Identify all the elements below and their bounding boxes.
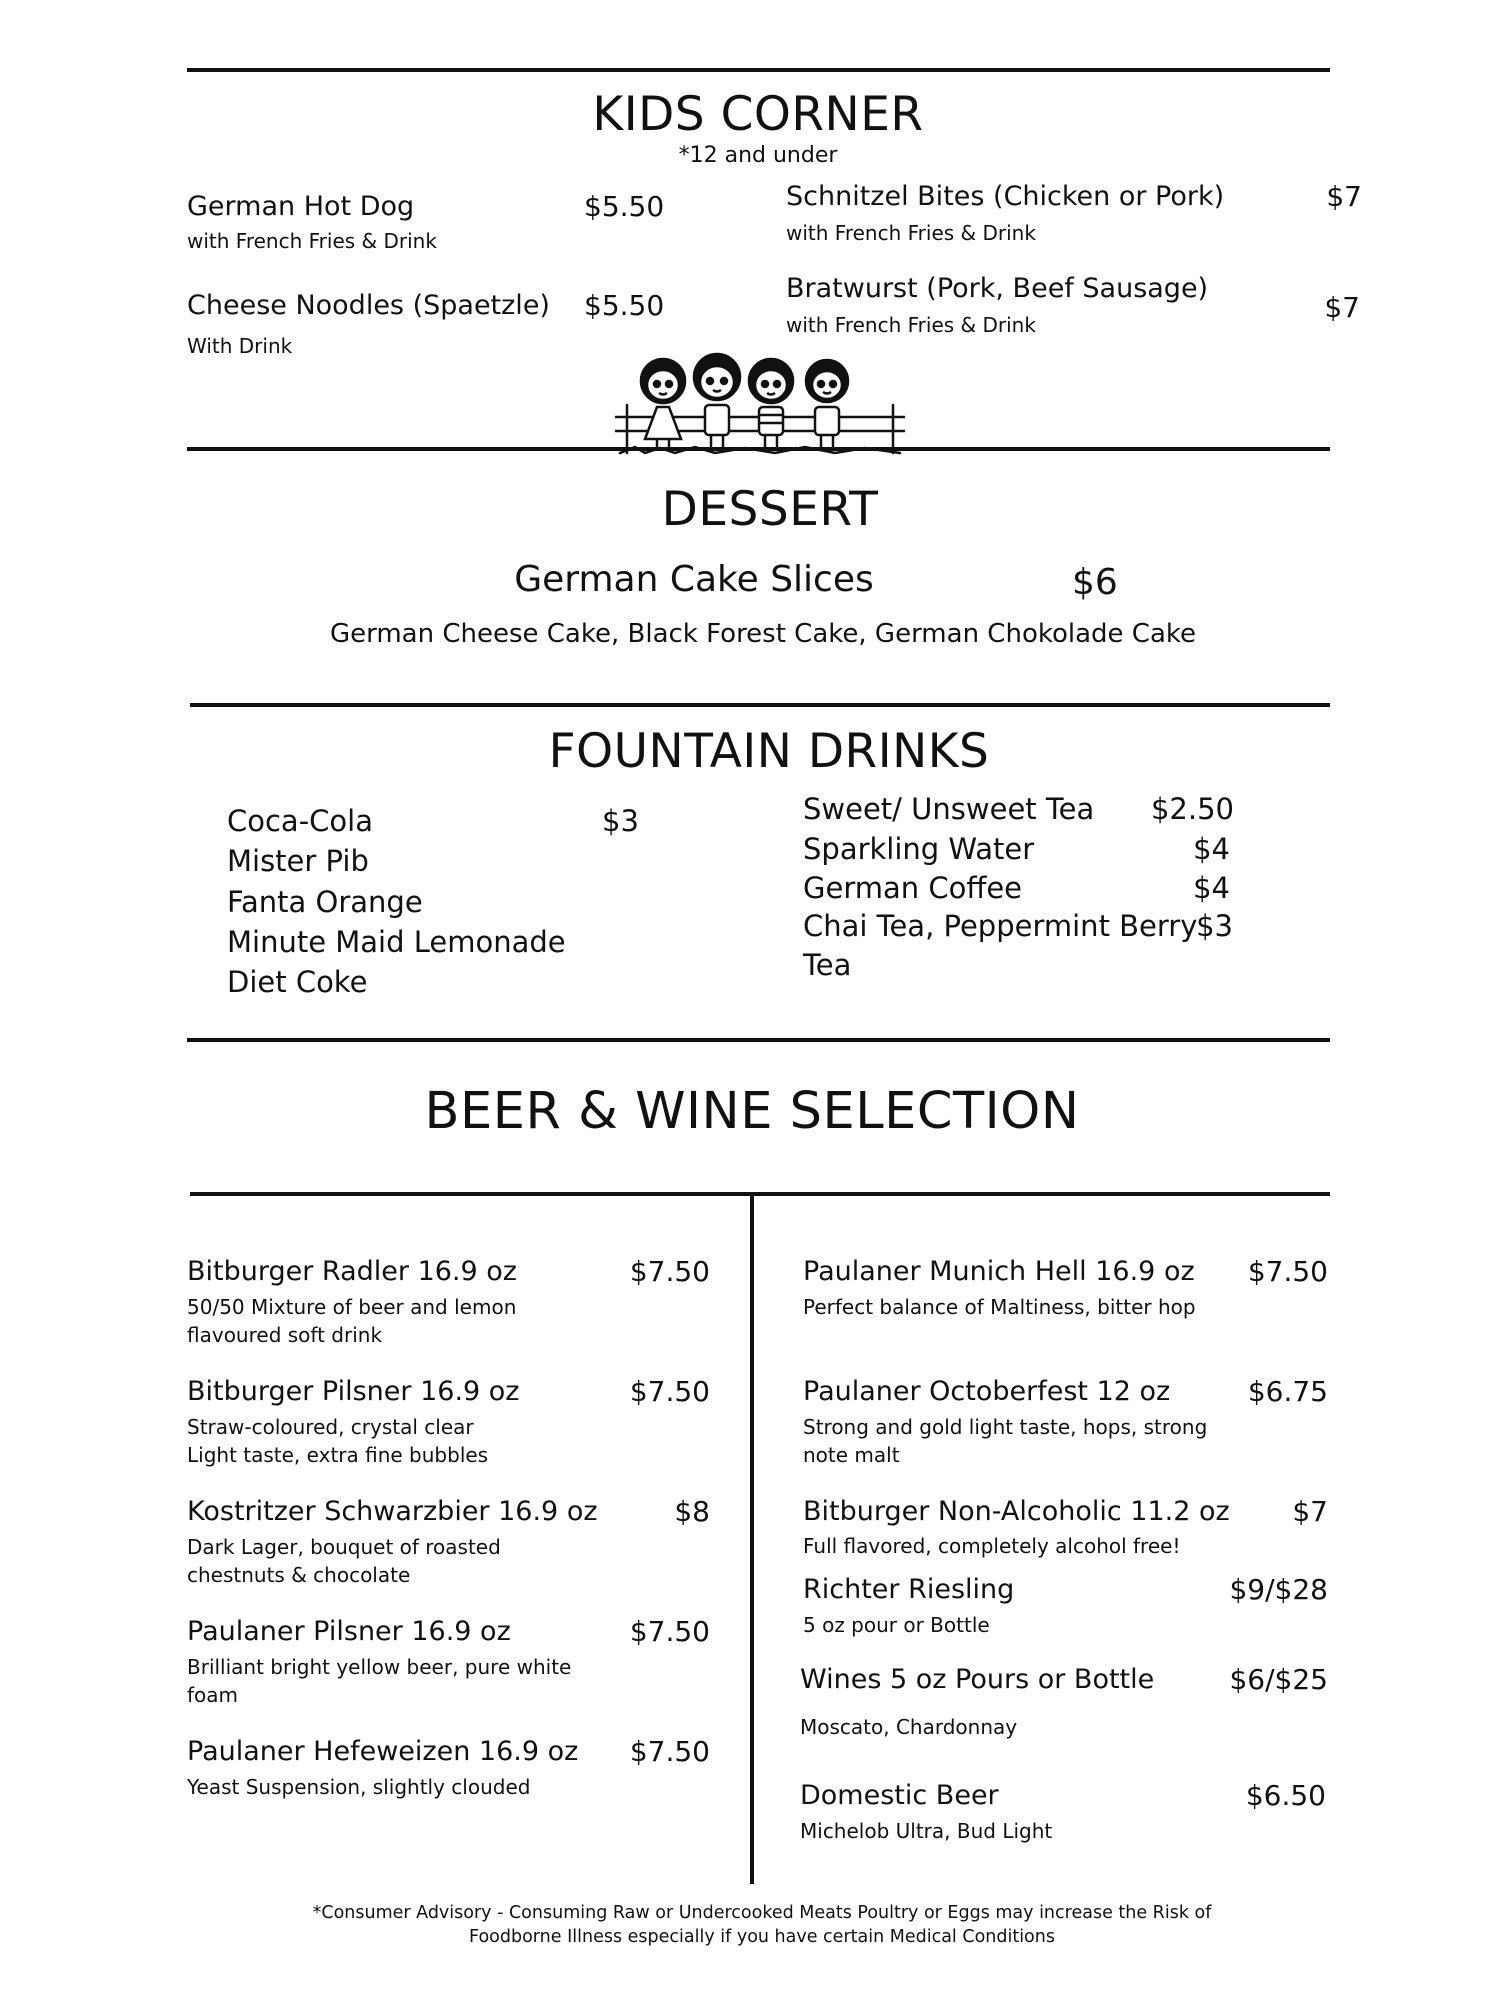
beer-item-desc: Moscato, Chardonnay (800, 1715, 1018, 1739)
beer-item-name: Paulaner Munich Hell 16.9 oz (803, 1256, 1195, 1287)
fountain-drink-name: Fanta Orange (227, 885, 423, 919)
dessert-item-price: $6 (1072, 562, 1118, 603)
fountain-top-divider (190, 703, 1330, 707)
beer-item-price: $7.50 (629, 1255, 710, 1288)
beer-item-name: Bitburger Non-Alcoholic 11.2 oz (803, 1496, 1230, 1527)
fountain-drink-name: Minute Maid Lemonade (227, 925, 566, 959)
beer-item-desc: Full flavored, completely alcohol free! (803, 1534, 1181, 1558)
beer-item-desc: Dark Lager, bouquet of roasted (187, 1535, 501, 1559)
kids-title: KIDS CORNER (592, 87, 924, 142)
beer-item-desc: Michelob Ultra, Bud Light (800, 1819, 1053, 1843)
fountain-drink-name: Sweet/ Unsweet Tea (803, 792, 1095, 826)
beer-item-price: $7.50 (629, 1735, 710, 1768)
beer-item-desc: Light taste, extra fine bubbles (187, 1443, 489, 1467)
kids-item-price: $7 (1326, 180, 1362, 213)
beer-item-desc: Brilliant bright yellow beer, pure white (187, 1655, 572, 1679)
beer-item-price: $9/$28 (1229, 1573, 1328, 1606)
beer-header-divider (190, 1192, 1330, 1196)
beer-item-desc: Yeast Suspension, slightly clouded (187, 1775, 531, 1799)
beer-item-price: $6.50 (1245, 1779, 1326, 1812)
fountain-drink-price: $3 (602, 804, 639, 838)
fountain-title: FOUNTAIN DRINKS (548, 724, 990, 779)
kids-item-desc: with French Fries & Drink (786, 221, 1036, 245)
beer-item-name: Bitburger Radler 16.9 oz (187, 1256, 517, 1287)
beer-item-name: Kostritzer Schwarzbier 16.9 oz (187, 1496, 598, 1527)
beer-item-desc: 5 oz pour or Bottle (803, 1613, 990, 1637)
fountain-drink-price: $4 (1193, 871, 1230, 905)
beer-item-desc: chestnuts & chocolate (187, 1563, 411, 1587)
kids-item-desc: with French Fries & Drink (786, 313, 1036, 337)
beer-item-name: Paulaner Octoberfest 12 oz (803, 1376, 1171, 1407)
child-figure (641, 359, 685, 451)
beer-item-desc: Perfect balance of Maltiness, bitter hop (803, 1295, 1196, 1319)
beer-item-desc: flavoured soft drink (187, 1323, 383, 1347)
kids-item-name: German Hot Dog (187, 191, 415, 222)
beer-item-desc: Strong and gold light taste, hops, strong (803, 1415, 1208, 1439)
child-figure (694, 354, 740, 451)
fountain-drink-price: $3 (1196, 909, 1233, 943)
beer-item-price: $6.75 (1247, 1375, 1328, 1408)
kids-item-desc: with French Fries & Drink (187, 229, 437, 253)
kids-item-name: Bratwurst (Pork, Beef Sausage) (786, 273, 1209, 304)
beer-item-price: $7.50 (629, 1615, 710, 1648)
kids-item-desc: With Drink (187, 334, 293, 358)
kids-subtitle: *12 and under (678, 143, 838, 168)
beer-item-price: $8 (674, 1495, 710, 1528)
dessert-item-desc: German Cheese Cake, Black Forest Cake, German Chokolade Cake (329, 619, 1197, 649)
kids-illustration (615, 347, 905, 457)
fountain-drink-price: $4 (1193, 832, 1230, 866)
fountain-drink-name: Chai Tea, Peppermint Berry (803, 909, 1198, 943)
dessert-top-divider (187, 447, 1330, 451)
fountain-drink-name: Coca-Cola (227, 804, 373, 838)
child-figure (749, 359, 793, 451)
beer-item-desc: 50/50 Mixture of beer and lemon (187, 1295, 517, 1319)
beer-item-desc: Straw-coloured, crystal clear (187, 1415, 474, 1439)
beer-column-divider (750, 1194, 754, 1884)
kids-item-price: $7 (1324, 291, 1360, 324)
beer-item-price: $7.50 (1247, 1255, 1328, 1288)
beer-item-name: Domestic Beer (800, 1780, 999, 1811)
fountain-drink-name: Diet Coke (227, 965, 368, 999)
consumer-advisory: Foodborne Illness especially if you have certain Medical Conditions (469, 1927, 1055, 1947)
consumer-advisory: *Consumer Advisory - Consuming Raw or Undercooked Meats Poultry or Eggs may increase the Risk of (312, 1903, 1212, 1923)
beer-item-price: $6/$25 (1229, 1663, 1328, 1696)
beer-item-name: Bitburger Pilsner 16.9 oz (187, 1376, 520, 1407)
beer-item-price: $7.50 (629, 1375, 710, 1408)
fountain-drink-name-wrap: Tea (803, 948, 852, 982)
kids-item-name: Schnitzel Bites (Chicken or Pork) (786, 181, 1225, 212)
beer-title: BEER & WINE SELECTION (424, 1082, 1080, 1141)
kids-top-divider (187, 68, 1330, 72)
beer-item-desc: note malt (803, 1443, 900, 1467)
kids-item-price: $5.50 (584, 289, 665, 322)
dessert-item-name: German Cake Slices (514, 559, 874, 600)
child-figure (806, 360, 848, 451)
beer-item-name: Richter Riesling (803, 1574, 1015, 1605)
kids-item-name: Cheese Noodles (Spaetzle) (187, 290, 550, 321)
beer-item-price: $7 (1292, 1495, 1328, 1528)
kids-item-price: $5.50 (584, 190, 665, 223)
beer-item-desc: foam (187, 1683, 239, 1707)
dessert-title: DESSERT (661, 482, 879, 537)
fountain-drink-price: $2.50 (1150, 792, 1234, 826)
fountain-drink-name: Mister Pib (227, 844, 369, 878)
beer-top-divider (187, 1038, 1330, 1042)
beer-item-name: Paulaner Hefeweizen 16.9 oz (187, 1736, 579, 1767)
fountain-drink-name: Sparkling Water (803, 832, 1035, 866)
fountain-drink-name: German Coffee (803, 871, 1023, 905)
beer-item-name: Wines 5 oz Pours or Bottle (800, 1664, 1155, 1695)
beer-item-name: Paulaner Pilsner 16.9 oz (187, 1616, 511, 1647)
